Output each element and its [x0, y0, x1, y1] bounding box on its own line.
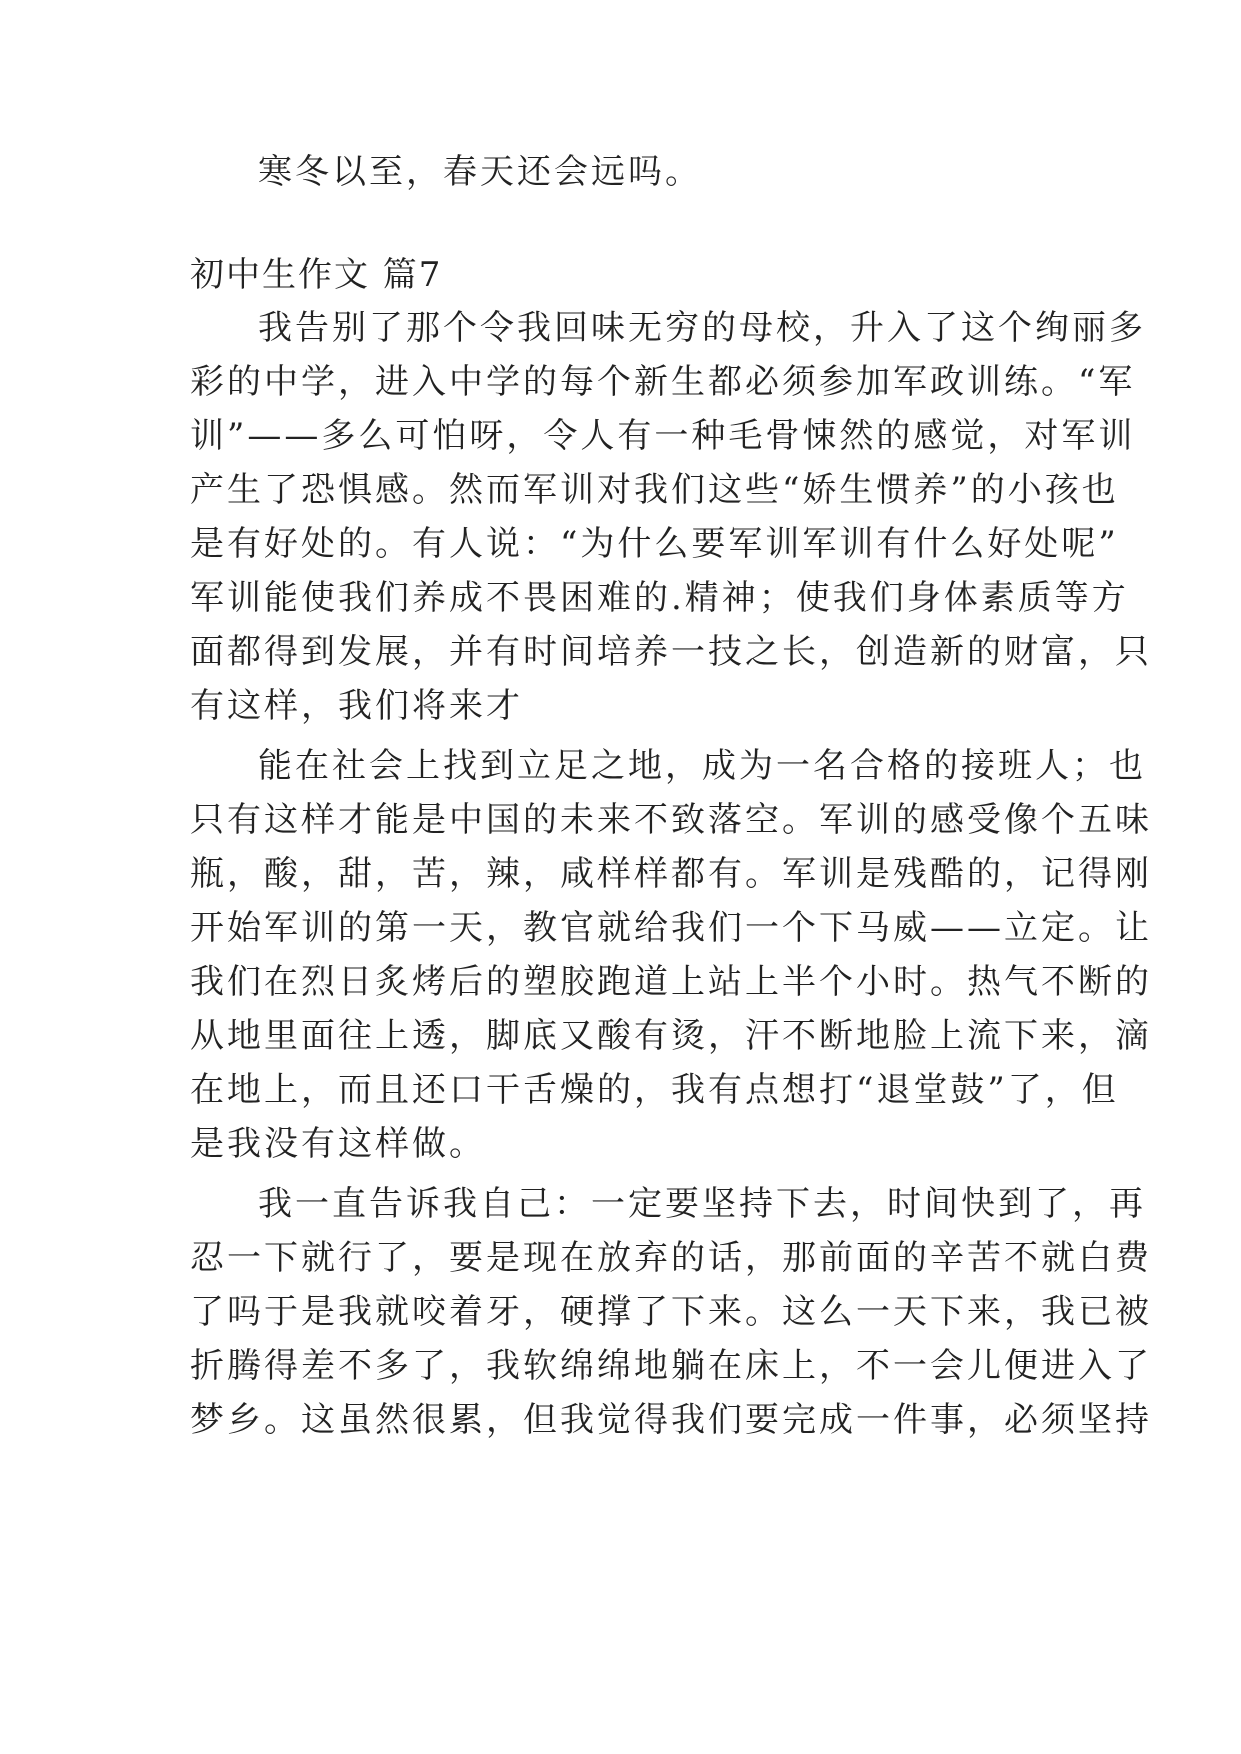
paragraph-line: 是有好处的。有人说：“为什么要军训军训有什么好处呢” [190, 524, 1119, 564]
paragraph-line: 我一直告诉我自己：一定要坚持下去，时间快到了，再 [258, 1184, 1146, 1224]
intro-line: 寒冬以至，春天还会远吗。 [258, 152, 702, 192]
paragraph-line: 彩的中学，进入中学的每个新生都必须参加军政训练。“军 [190, 362, 1136, 402]
paragraph-line: 梦乡。这虽然很累，但我觉得我们要完成一件事，必须坚持 [190, 1400, 1152, 1440]
paragraph-line: 有这样，我们将来才 [190, 686, 523, 726]
paragraph-line: 在地上，而且还口干舌燥的，我有点想打“退堂鼓”了，但 [190, 1070, 1119, 1110]
paragraph-line: 军训能使我们养成不畏困难的.精神；使我们身体素质等方 [190, 578, 1129, 618]
paragraph-line: 折腾得差不多了，我软绵绵地躺在床上，不一会儿便进入了 [190, 1346, 1152, 1386]
paragraph-line: 能在社会上找到立足之地，成为一名合格的接班人；也 [258, 746, 1146, 786]
paragraph-line: 忍一下就行了，要是现在放弃的话，那前面的辛苦不就白费 [190, 1238, 1152, 1278]
paragraph-line: 产生了恐惧感。然而军训对我们这些“娇生惯养”的小孩也 [190, 470, 1119, 510]
section-title: 初中生作文 篇7 [190, 255, 443, 295]
paragraph-line: 我告别了那个令我回味无穷的母校，升入了这个绚丽多 [258, 308, 1146, 348]
paragraph-line: 我们在烈日炙烤后的塑胶跑道上站上半个小时。热气不断的 [190, 962, 1152, 1002]
paragraph-line: 面都得到发展，并有时间培养一技之长，创造新的财富，只 [190, 632, 1152, 672]
paragraph-line: 瓶，酸，甜，苦，辣，咸样样都有。军训是残酷的，记得刚 [190, 854, 1152, 894]
paragraph-line: 只有这样才能是中国的未来不致落空。军训的感受像个五味 [190, 800, 1152, 840]
paragraph-line: 开始军训的第一天，教官就给我们一个下马威——立定。让 [190, 908, 1152, 948]
paragraph-line: 从地里面往上透，脚底又酸有烫，汗不断地脸上流下来，滴 [190, 1016, 1152, 1056]
paragraph-line: 训”——多么可怕呀，令人有一种毛骨悚然的感觉，对军训 [190, 416, 1136, 456]
paragraph-line: 了吗于是我就咬着牙，硬撑了下来。这么一天下来，我已被 [190, 1292, 1152, 1332]
paragraph-line: 是我没有这样做。 [190, 1124, 486, 1164]
